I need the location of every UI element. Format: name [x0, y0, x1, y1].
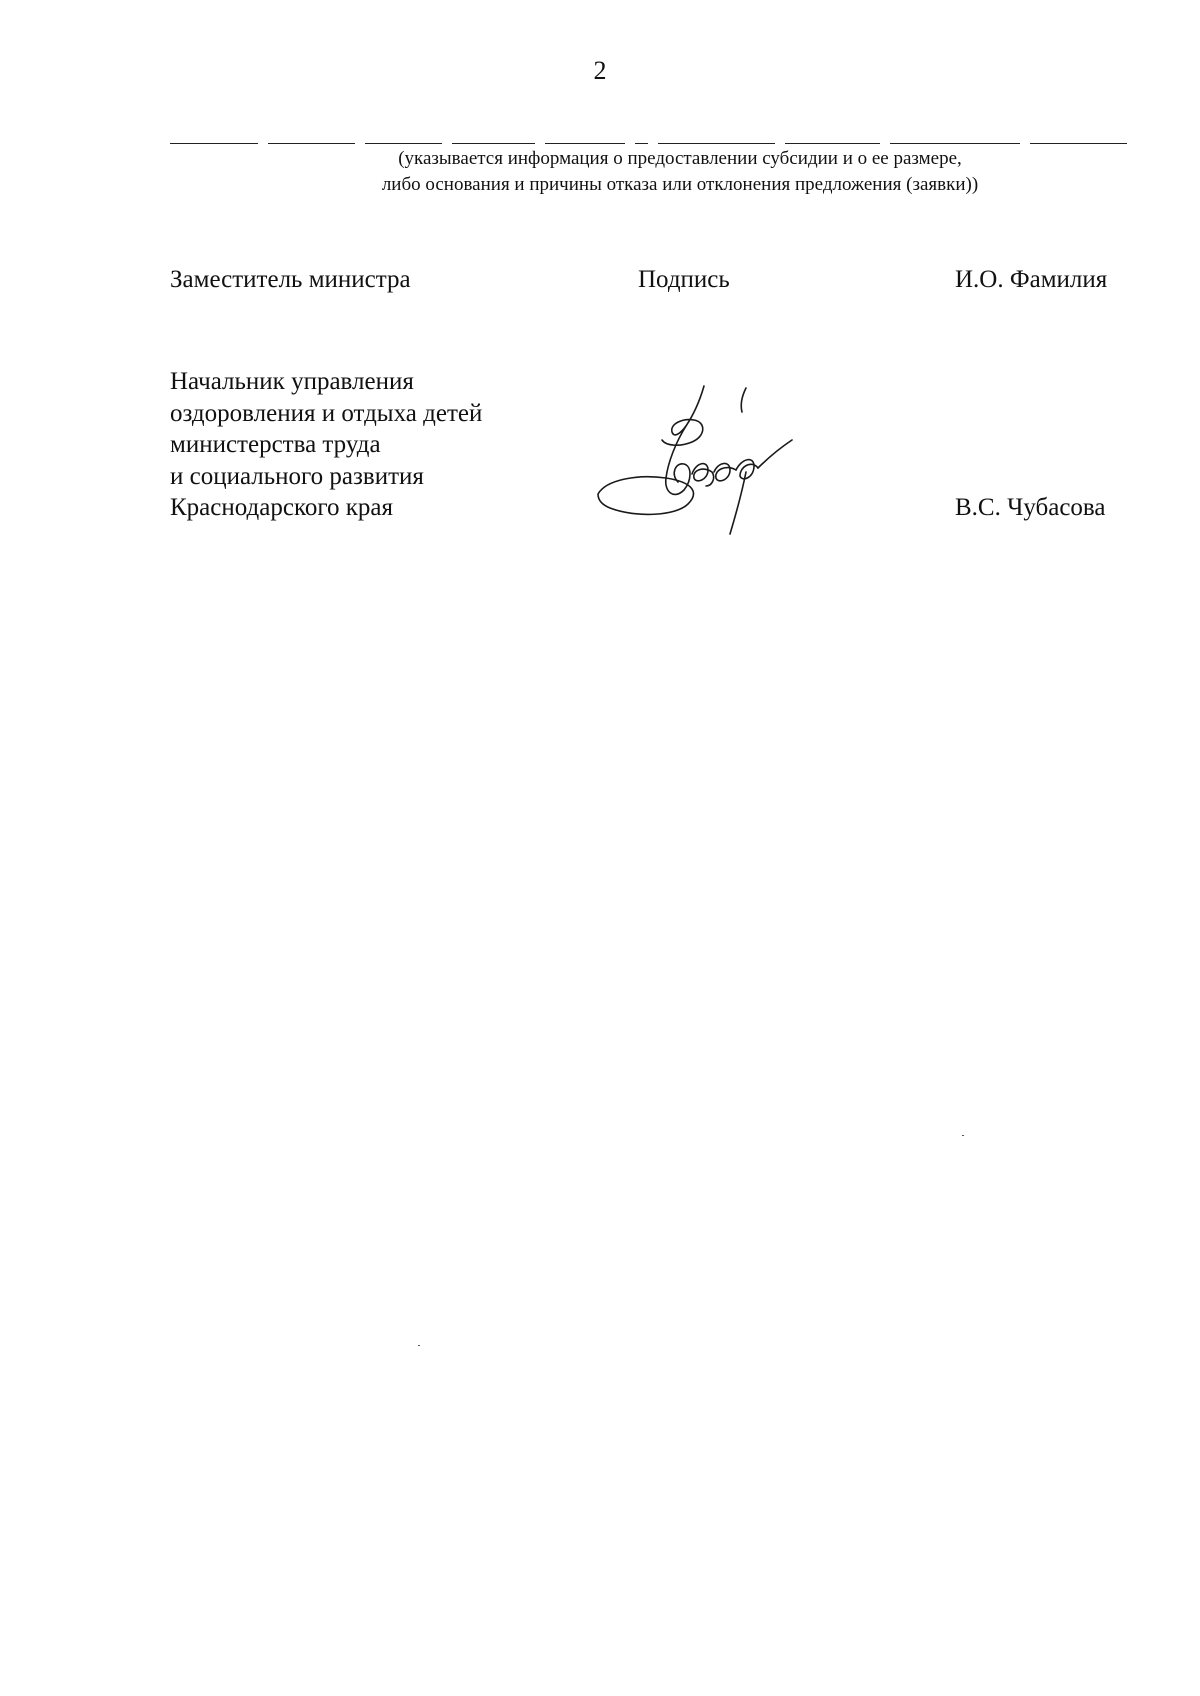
- position-line: Начальник управления: [170, 368, 414, 395]
- position-line: оздоровления и отдыха детей: [170, 399, 483, 427]
- template-position: Заместитель министра: [170, 266, 411, 293]
- scan-speck: [962, 1135, 964, 1136]
- position-line: министерства труда: [170, 431, 381, 458]
- signatory-name: В.С. Чубасова: [955, 494, 1106, 521]
- page-number: 2: [593, 56, 607, 85]
- line-gap: [258, 140, 268, 148]
- line-caption: [300, 146, 1060, 198]
- position-line: и социального развития: [170, 462, 424, 490]
- scan-speck: [418, 1345, 420, 1346]
- signatory-position: [170, 366, 482, 524]
- caption-line-2: либо основания и причины отказа или отклонения предложения (заявки)): [381, 174, 979, 195]
- template-name: И.О. Фамилия: [955, 266, 1108, 293]
- position-line: Краснодарского края: [170, 494, 393, 521]
- caption-line-1: (указывается информация о предоставлении субсидии и о ее размере,: [398, 148, 962, 169]
- template-signature-label: Подпись: [638, 266, 730, 293]
- handwritten-signature: [596, 382, 796, 542]
